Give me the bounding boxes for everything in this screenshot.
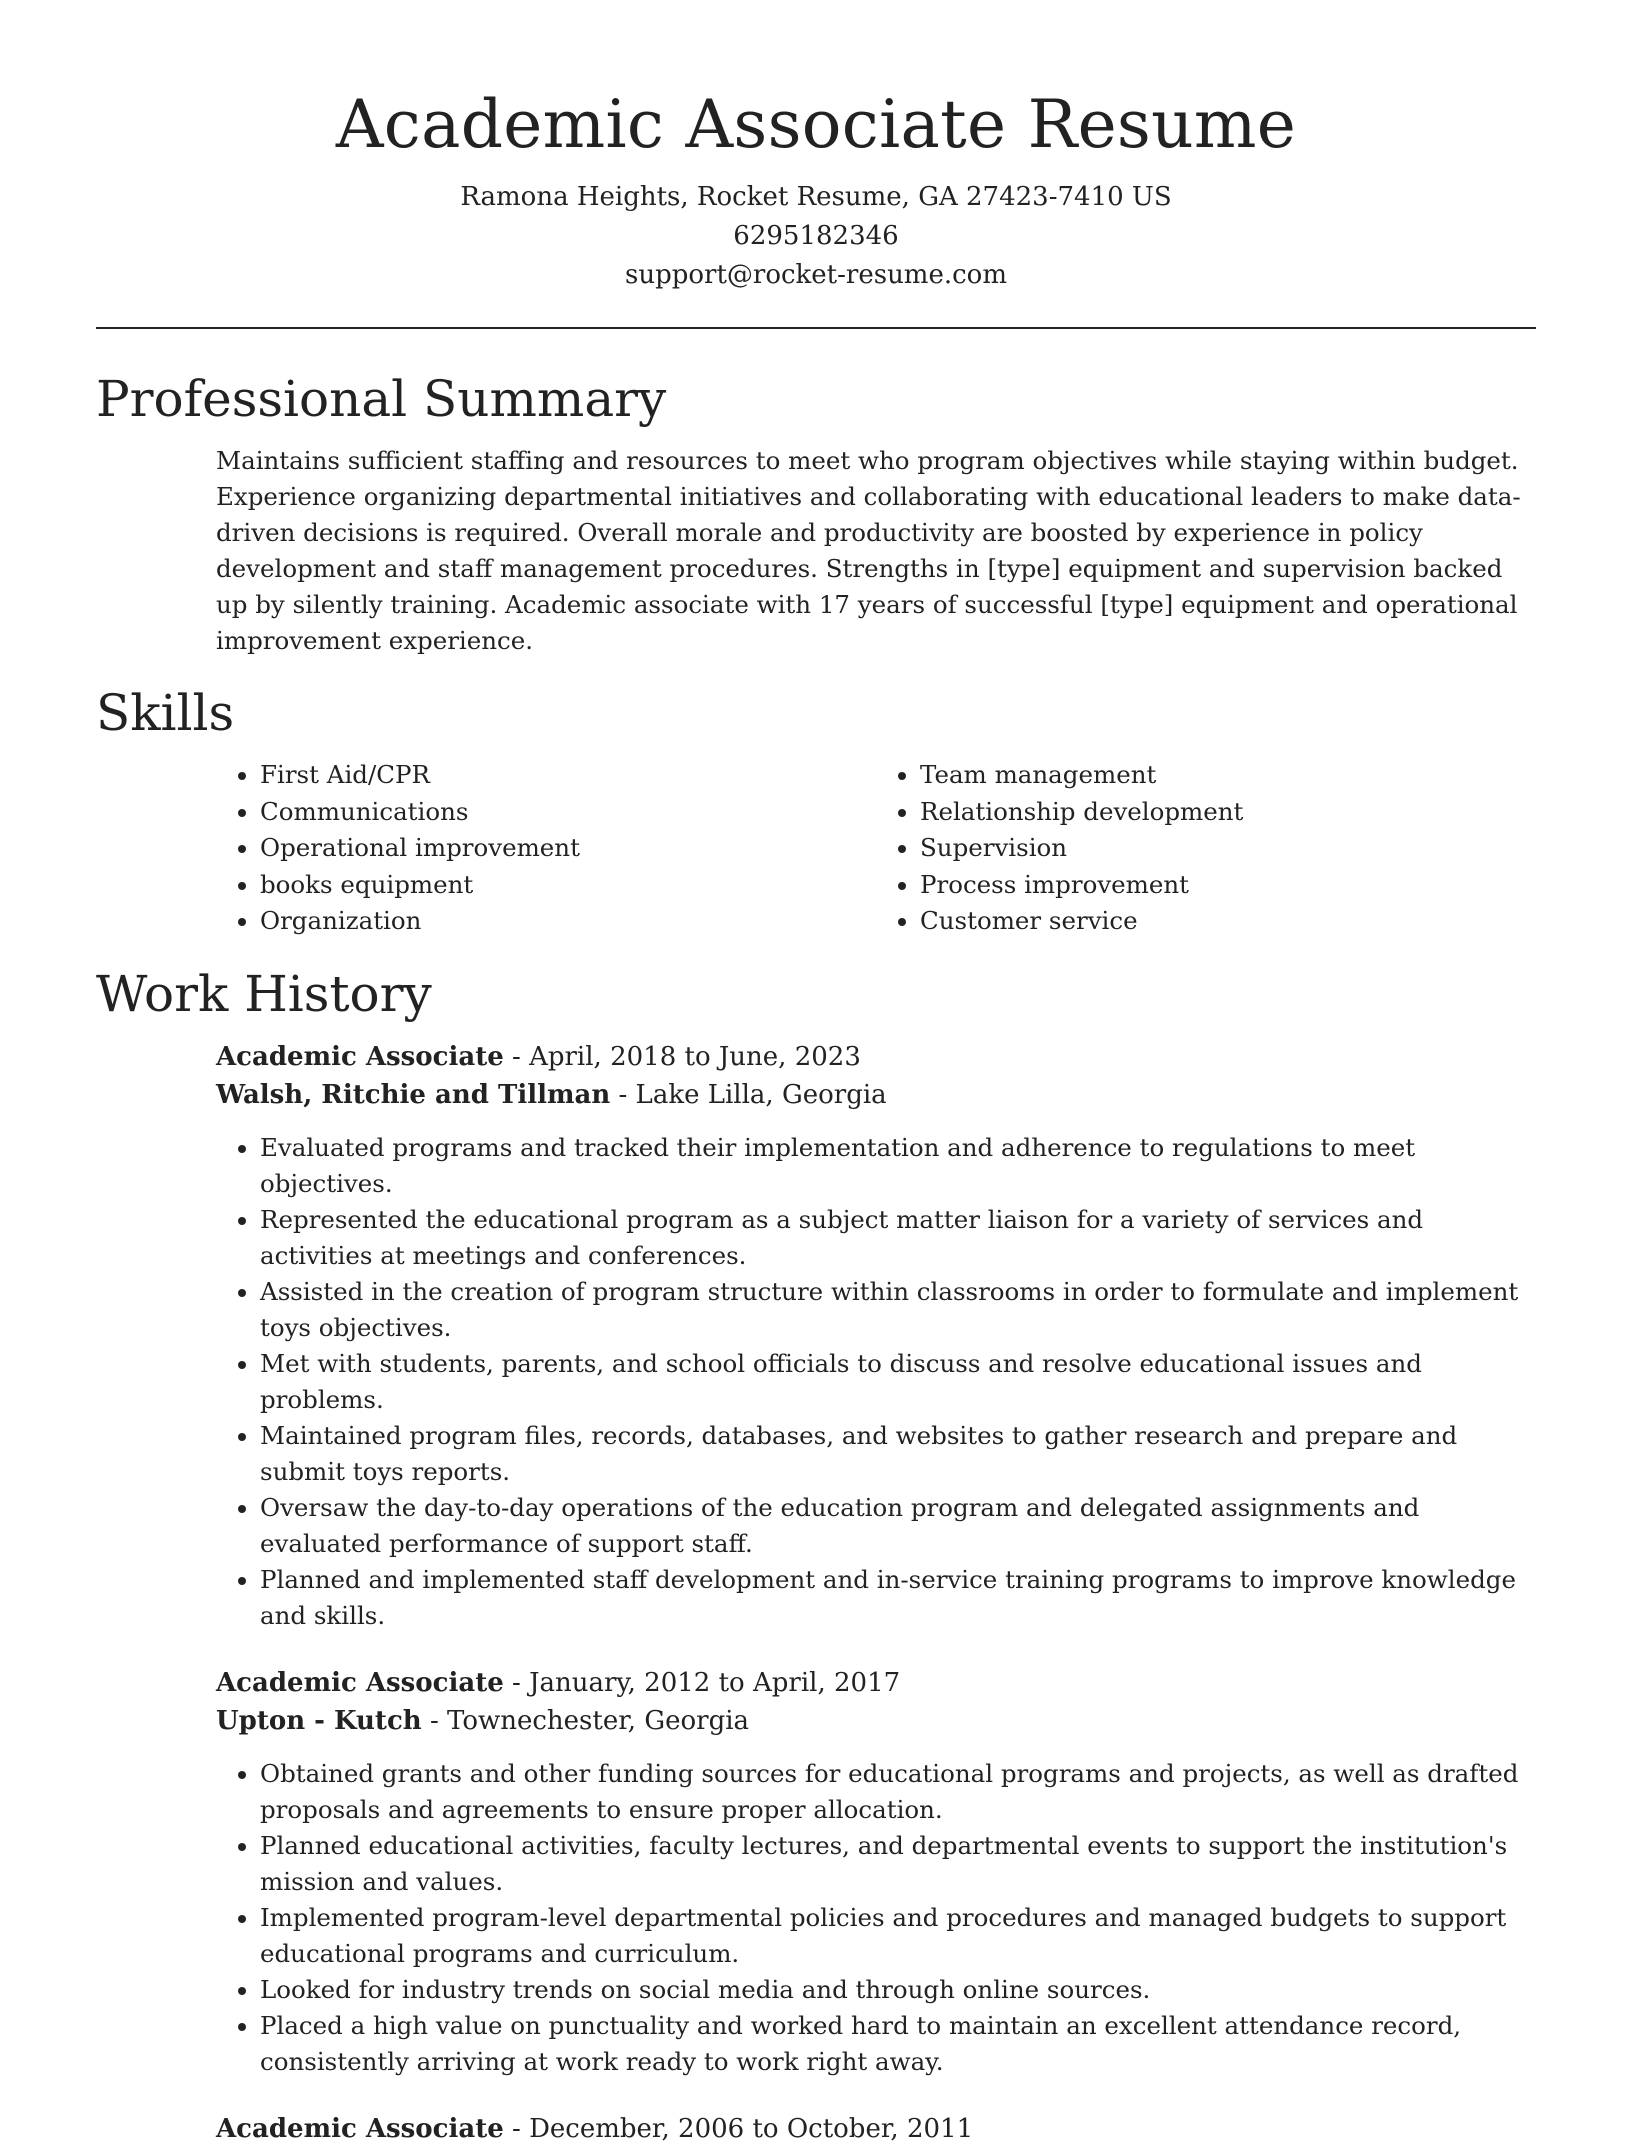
- job-bullet: • Evaluated programs and tracked their implementation and adherence to regulations to meet objectives.: [260, 1130, 1536, 1202]
- job-dates: - January, 2012 to April, 2017: [503, 1667, 901, 1698]
- job-bullet: • Looked for industry trends on social media and through online sources.: [260, 1972, 1536, 2008]
- job-company-line: [216, 1702, 1536, 1740]
- job-location: - Lake Lilla, Georgia: [610, 1079, 887, 1110]
- job-bullets: [216, 1756, 1536, 2080]
- skills-heading: Skills: [96, 684, 235, 742]
- job-bullet: • Planned and implemented staff development and in-service training programs to improve knowledge and skills.: [260, 1562, 1536, 1634]
- job-entry: [216, 1038, 1536, 1634]
- job-company-line: [216, 1076, 1536, 1114]
- job-bullet: • Met with students, parents, and school officials to discuss and resolve educational issues and problems.: [260, 1346, 1536, 1418]
- job-bullet: • Planned educational activities, faculty lectures, and departmental events to support the institution's mission and values.: [260, 1828, 1536, 1900]
- job-title-line: [216, 2110, 1536, 2148]
- job-location: - Townechester, Georgia: [421, 1705, 750, 1736]
- resume-page: [96, 0, 1536, 2148]
- skill-item: • books equipment: [260, 867, 876, 904]
- skill-item: • Supervision: [920, 830, 1536, 867]
- job-bullet: • Represented the educational program as a subject matter liaison for a variety of services and activities at meetings and conferences.: [260, 1202, 1536, 1274]
- skill-item: • Organization: [260, 903, 876, 940]
- header-divider: [96, 327, 1536, 329]
- summary-text: Maintains sufficient staffing and resources to meet who program objectives while staying within budget. Experience organizing departmental initiatives and collaborating with educational leaders to make data-driven decisions is required. Overall morale and productivity are boosted by experience in policy development and staff management procedures. Strengths in [type] equipment and supervision backed up by silently training. Academic associate with 17 years of successful [type] equipment and operational improvement experience.: [216, 446, 1521, 655]
- work-history-heading: Work History: [96, 964, 432, 1023]
- skill-item: • Communications: [260, 794, 876, 831]
- job-company: Upton - Kutch: [216, 1705, 422, 1736]
- job-dates: - December, 2006 to October, 2011: [503, 2113, 974, 2144]
- skill-item: • Customer service: [920, 903, 1536, 940]
- job-bullet: • Maintained program files, records, databases, and websites to gather research and prepare and submit toys reports.: [260, 1418, 1536, 1490]
- job-bullet: • Oversaw the day-to-day operations of the education program and delegated assignments and evaluated performance of support staff.: [260, 1490, 1536, 1562]
- job-company: Walsh, Ritchie and Tillman: [216, 1079, 611, 1110]
- job-bullet: • Obtained grants and other funding sources for educational programs and projects, as well as drafted proposals and agreements to ensure proper allocation.: [260, 1756, 1536, 1828]
- skills-grid: [216, 757, 1536, 940]
- job-bullet: • Implemented program-level departmental policies and procedures and managed budgets to support educational programs and curriculum.: [260, 1900, 1536, 1972]
- skills-column-left: [216, 757, 876, 940]
- skill-item: • Team management: [920, 757, 1536, 794]
- skill-item: • First Aid/CPR: [260, 757, 876, 794]
- job-title: Academic Associate: [216, 1667, 504, 1698]
- job-title-line: [216, 1038, 1536, 1076]
- contact-phone: 6295182346: [733, 221, 899, 251]
- skill-item: • Operational improvement: [260, 830, 876, 867]
- summary-heading: Professional Summary: [96, 370, 667, 428]
- job-bullets: [216, 1130, 1536, 1634]
- contact-email: support@rocket-resume.com: [624, 260, 1007, 290]
- contact-block: [96, 178, 1536, 295]
- job-bullet: • Placed a high value on punctuality and worked hard to maintain an excellent attendance record, consistently arriving at work ready to work right away.: [260, 2008, 1536, 2080]
- skill-item: • Relationship development: [920, 794, 1536, 831]
- job-dates: - April, 2018 to June, 2023: [503, 1041, 861, 1072]
- job-bullet: • Assisted in the creation of program structure within classrooms in order to formulate and implement toys objectives.: [260, 1274, 1536, 1346]
- job-entry: [216, 2110, 1536, 2148]
- job-title: Academic Associate: [216, 1041, 504, 1072]
- job-entry: [216, 1664, 1536, 2080]
- job-title-line: [216, 1664, 1536, 1702]
- skills-column-right: [876, 757, 1536, 940]
- contact-address: Ramona Heights, Rocket Resume, GA 27423-7410 US: [460, 182, 1172, 212]
- skill-item: • Process improvement: [920, 867, 1536, 904]
- job-title: Academic Associate: [216, 2113, 504, 2144]
- resume-title: Academic Associate Resume: [335, 86, 1297, 163]
